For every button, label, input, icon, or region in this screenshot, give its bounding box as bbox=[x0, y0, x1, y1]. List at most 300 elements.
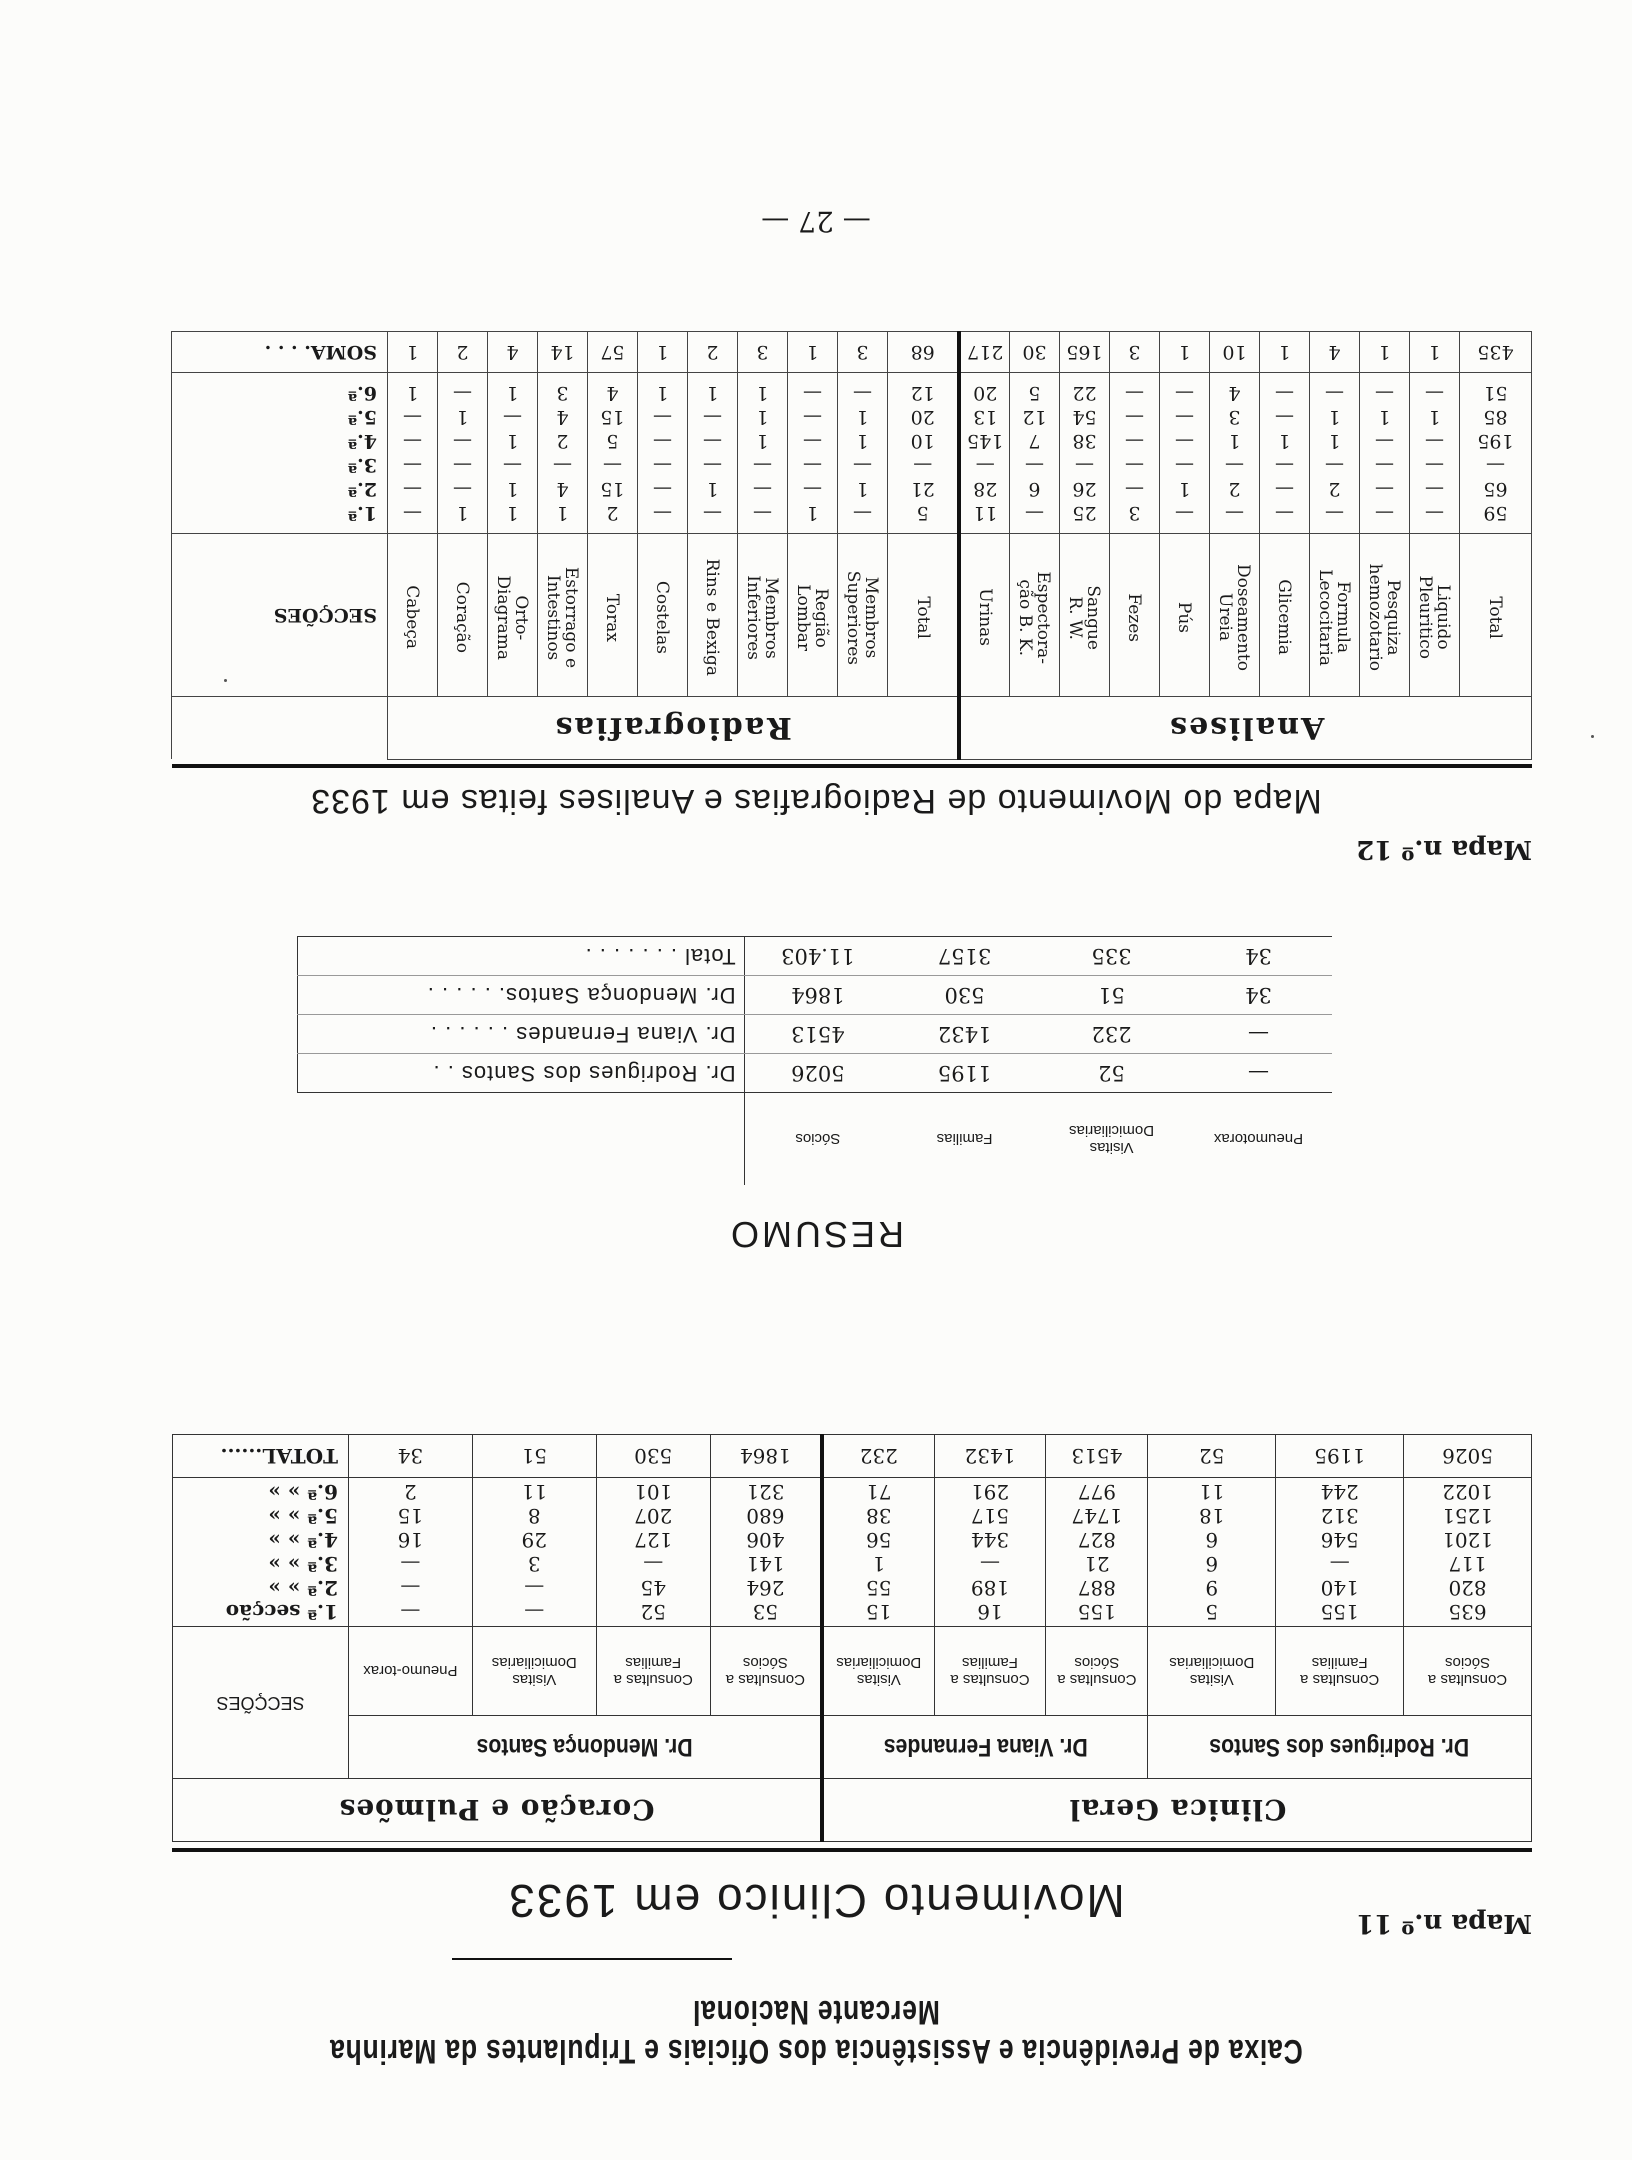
map12-section-label: 5.ª bbox=[347, 406, 377, 428]
group-clinica-geral: Clinica Geral bbox=[822, 1779, 1531, 1842]
map11-cell-value: 16 bbox=[977, 1600, 1003, 1624]
map12-cell-value: — bbox=[652, 478, 672, 500]
map12-column-values bbox=[1260, 373, 1310, 534]
map12-cell-value: — bbox=[1486, 454, 1505, 476]
map11-cell-value: 1251 bbox=[1442, 1504, 1494, 1528]
map12-cell-value: 1 bbox=[506, 502, 519, 524]
map11-total-value: 4513 bbox=[1046, 1435, 1148, 1478]
resumo-row bbox=[298, 976, 1333, 1015]
map11-section-label: 2.ª » » bbox=[268, 1576, 338, 1600]
map11-cell-value: 9 bbox=[1205, 1576, 1219, 1600]
map12-cell-value: — bbox=[752, 454, 772, 476]
map12-column-label: Orto- Diagrama bbox=[493, 575, 532, 660]
map11-cell-value: 820 bbox=[1448, 1576, 1487, 1600]
map12-cell-value: — bbox=[852, 454, 872, 476]
map12-cell-value: — bbox=[1425, 478, 1444, 500]
map11-cell-value: 155 bbox=[1077, 1600, 1116, 1624]
map12-column-values bbox=[537, 373, 587, 534]
resumo-doctor-name: Dr. Mendonça Santos. . . . . . bbox=[298, 976, 745, 1015]
map12-column-values bbox=[737, 373, 787, 534]
map12-cell-value: — bbox=[1325, 502, 1344, 524]
map11-total-value: 5026 bbox=[1404, 1435, 1532, 1478]
map11-cell-value: 344 bbox=[970, 1528, 1010, 1552]
col-rod-socios: Consultas a Sócios bbox=[1404, 1627, 1532, 1716]
resumo-doctor-name: Dr. Rodrigues dos Santos . . bbox=[298, 1054, 745, 1093]
map11-cell-value: 55 bbox=[866, 1576, 892, 1600]
map12-cell-value: 13 bbox=[973, 406, 998, 428]
resumo-header-socios: Sócios bbox=[744, 1093, 891, 1186]
map12-cell-value: — bbox=[452, 382, 472, 404]
map11-cell-value: 827 bbox=[1077, 1528, 1116, 1552]
map12-soma-value: 435 bbox=[1460, 332, 1532, 373]
title-rule bbox=[452, 1958, 732, 1960]
map12-cell-value: 15 bbox=[600, 478, 625, 500]
resumo-total-label: Total . . . . . . . bbox=[298, 937, 745, 976]
resumo-value: 34 bbox=[1185, 937, 1332, 976]
map11-cell-value: 52 bbox=[640, 1600, 666, 1624]
map12-cell-value: 28 bbox=[973, 478, 998, 500]
resumo-value: 335 bbox=[1038, 937, 1185, 976]
resumo-doctor-name: Dr. Viana Fernandes . . . . . . bbox=[298, 1015, 745, 1054]
map12-column-header bbox=[687, 534, 737, 697]
resumo-value: 3157 bbox=[891, 937, 1038, 976]
map11-cell-value: 887 bbox=[1077, 1576, 1116, 1600]
map11-total-value: 1432 bbox=[934, 1435, 1046, 1478]
map12-cell-value: — bbox=[702, 454, 722, 476]
map12-column-values bbox=[487, 373, 537, 534]
map12-soma-value: 14 bbox=[537, 332, 587, 373]
map12-soma-value: 165 bbox=[1060, 332, 1110, 373]
map11-total-row bbox=[173, 1435, 1532, 1478]
map12-header-row bbox=[171, 534, 1531, 697]
map12-cell-value: — bbox=[452, 454, 472, 476]
map12-cell-value: 65 bbox=[1483, 478, 1508, 500]
map12-cell-value: — bbox=[1425, 502, 1444, 524]
map11-section-label: 6.ª » » bbox=[268, 1480, 338, 1504]
map12-cell-value: 5 bbox=[916, 502, 929, 524]
map12-cell-value: — bbox=[402, 478, 422, 500]
map12-cell-value: 1 bbox=[1328, 430, 1341, 452]
map11-cell-value: 15 bbox=[397, 1504, 424, 1528]
map12-soma-value: 4 bbox=[487, 332, 537, 373]
map11-section-labels bbox=[173, 1478, 349, 1627]
map12-cell-value: 12 bbox=[910, 382, 935, 404]
map12-cell-value: — bbox=[913, 454, 933, 476]
map11-total-value: 232 bbox=[822, 1435, 934, 1478]
doctor-mendonca: Dr. Mendonça Santos bbox=[384, 1716, 787, 1779]
map11-cell-value: 5 bbox=[1205, 1600, 1219, 1624]
map11-group-row bbox=[173, 1779, 1532, 1842]
map12-column-values bbox=[959, 373, 1009, 534]
map12-column-label: Estorrago e Intestinos bbox=[543, 566, 582, 669]
map12-column-values bbox=[1460, 373, 1532, 534]
map12-cell-value: 6 bbox=[1028, 478, 1041, 500]
map12-cell-value: — bbox=[802, 430, 822, 452]
map12-cell-value: 4 bbox=[1228, 382, 1241, 404]
map12-cell-value: — bbox=[1275, 502, 1294, 524]
map11-cell-value: 127 bbox=[634, 1528, 673, 1552]
map11-cell-value: — bbox=[1329, 1552, 1350, 1576]
map12-cell-value: — bbox=[402, 406, 422, 428]
resumo-row bbox=[298, 1015, 1333, 1054]
map12-column-header bbox=[1210, 534, 1260, 697]
map12-cell-value: 15 bbox=[600, 406, 625, 428]
map11-cell-value: 291 bbox=[970, 1480, 1010, 1504]
map12-section-label: 6.ª bbox=[347, 382, 377, 404]
map12-column-label: Glicemia bbox=[1274, 579, 1295, 656]
map11-col-men-visitas bbox=[472, 1478, 596, 1627]
map12-cell-value: 5 bbox=[1028, 382, 1041, 404]
resumo-value: — bbox=[1185, 1054, 1332, 1093]
map12-cell-value: 10 bbox=[910, 430, 935, 452]
map12-column-label: Doseamento Ureia bbox=[1215, 564, 1254, 671]
map11-col-via-familias bbox=[934, 1478, 1046, 1627]
map12-column-label: Membros Inferiores bbox=[743, 575, 782, 660]
map12-column-label: Torax bbox=[602, 593, 623, 642]
map12-cell-value: 2 bbox=[1228, 478, 1241, 500]
map12-column-label: Fezes bbox=[1124, 593, 1145, 642]
map12-column-header bbox=[1310, 534, 1360, 697]
map12-column-values bbox=[387, 373, 437, 534]
map12-cell-value: — bbox=[1275, 406, 1294, 428]
map12-column-values bbox=[1210, 373, 1260, 534]
map11-doctor-row bbox=[173, 1716, 1532, 1779]
resumo-value: 52 bbox=[1038, 1054, 1185, 1093]
resumo-value: 34 bbox=[1185, 976, 1332, 1015]
map12-column-header bbox=[1110, 534, 1160, 697]
map12-cell-value: 1 bbox=[856, 430, 869, 452]
resumo-title: RESUMO bbox=[728, 1214, 905, 1255]
map12-group-blank bbox=[171, 697, 387, 760]
map12-cell-value: 5 bbox=[606, 430, 619, 452]
resumo-total-row bbox=[298, 937, 1333, 976]
col-via-socios: Consultas a Sócios bbox=[1046, 1627, 1148, 1716]
map12-cell-value: — bbox=[802, 454, 822, 476]
map11-total-value: 51 bbox=[472, 1435, 596, 1478]
map12-cell-value: 38 bbox=[1072, 430, 1097, 452]
map12-column-header bbox=[387, 534, 437, 697]
map12-cell-value: — bbox=[1125, 454, 1144, 476]
map12-cell-value: — bbox=[652, 502, 672, 524]
map11-cell-value: 15 bbox=[866, 1600, 892, 1624]
map11-col-men-familias bbox=[596, 1478, 710, 1627]
resumo-value: 1864 bbox=[744, 976, 891, 1015]
resumo-header-row bbox=[298, 1093, 1333, 1186]
map12-cell-value: 1 bbox=[1378, 406, 1391, 428]
map12-cell-value: — bbox=[1125, 478, 1144, 500]
map12-cell-value: 85 bbox=[1483, 406, 1508, 428]
map12-cell-value: — bbox=[852, 382, 872, 404]
map12-cell-value: 2 bbox=[1328, 478, 1341, 500]
map11-cell-value: 312 bbox=[1320, 1504, 1359, 1528]
map11-col-rod-visitas bbox=[1148, 1478, 1276, 1627]
resumo-header-familias: Familias bbox=[891, 1093, 1038, 1186]
map12-cell-value: 51 bbox=[1483, 382, 1508, 404]
map12-cell-value: 1 bbox=[656, 382, 669, 404]
map12-cell-value: — bbox=[1175, 430, 1194, 452]
map12-cell-value: 1 bbox=[456, 502, 469, 524]
map12-cell-value: 1 bbox=[706, 478, 719, 500]
map12-cell-value: — bbox=[602, 454, 622, 476]
map12-cell-value: — bbox=[402, 502, 422, 524]
map12-column-header bbox=[1460, 534, 1532, 697]
map12-column-label: Pesquiza hemozotario bbox=[1365, 563, 1404, 672]
map12-cell-value: — bbox=[1275, 454, 1294, 476]
map12-cell-value: 2 bbox=[556, 430, 569, 452]
map12-column-header bbox=[959, 534, 1009, 697]
map11-cell-value: 977 bbox=[1077, 1480, 1116, 1504]
map11-cell-value: 1022 bbox=[1442, 1480, 1494, 1504]
map12-cell-value: — bbox=[852, 502, 872, 524]
map12-cell-value: — bbox=[1125, 382, 1144, 404]
map12-column-header bbox=[887, 534, 959, 697]
map12-soma-row bbox=[171, 332, 1531, 373]
resumo-value: 11.403 bbox=[744, 937, 891, 976]
map11-cell-value: 264 bbox=[746, 1576, 785, 1600]
map12-cell-value: 1 bbox=[706, 382, 719, 404]
group-radiografias: Radiografias bbox=[387, 697, 959, 760]
map12-soma-label: SOMA. . . . bbox=[171, 332, 387, 373]
map11-cell-value: — bbox=[400, 1576, 421, 1600]
map12-column-label: Pús bbox=[1174, 601, 1195, 634]
map12-cell-value: 1 bbox=[1428, 406, 1441, 428]
map11-section-label: 4.ª » » bbox=[268, 1528, 338, 1552]
map12-cell-value: — bbox=[975, 454, 995, 476]
map11-cell-value: 56 bbox=[866, 1528, 892, 1552]
resumo-header-visitas: Visitas Domiciliarias bbox=[1038, 1093, 1185, 1186]
resumo-value: — bbox=[1185, 1015, 1332, 1054]
map11-cell-value: 16 bbox=[397, 1528, 424, 1552]
map12-cell-value: — bbox=[702, 502, 722, 524]
col-men-familias: Consultas a Familias bbox=[596, 1627, 710, 1716]
map12-column-header bbox=[837, 534, 887, 697]
map12-cell-value: — bbox=[702, 430, 722, 452]
resumo-value: 232 bbox=[1038, 1015, 1185, 1054]
map11-total-value: 52 bbox=[1148, 1435, 1276, 1478]
map12-cell-value: — bbox=[1375, 478, 1394, 500]
map12-soma-value: 2 bbox=[437, 332, 487, 373]
resumo-value: 51 bbox=[1038, 976, 1185, 1015]
col-rod-familias: Consultas a Familias bbox=[1276, 1627, 1404, 1716]
map12-soma-value: 30 bbox=[1010, 332, 1060, 373]
map12-cell-value: — bbox=[1175, 382, 1194, 404]
map11-cell-value: 635 bbox=[1448, 1600, 1487, 1624]
map12-column-values bbox=[1410, 373, 1460, 534]
map12-table bbox=[171, 331, 1532, 760]
map12-cell-value: 195 bbox=[1477, 430, 1514, 452]
map12-cell-value: — bbox=[752, 502, 772, 524]
map12-cell-value: 12 bbox=[1022, 406, 1047, 428]
map11-total-label: TOTAL...... bbox=[173, 1435, 349, 1478]
map12-soma-value: 1 bbox=[387, 332, 437, 373]
col-via-familias: Consultas a Familias bbox=[934, 1627, 1046, 1716]
map11-cell-value: 321 bbox=[746, 1480, 785, 1504]
map12-cell-value: 1 bbox=[756, 430, 769, 452]
map11-total-value: 530 bbox=[596, 1435, 710, 1478]
map12-cell-value: — bbox=[1375, 454, 1394, 476]
map11-section-label: 3.ª » » bbox=[268, 1552, 338, 1576]
map12-cell-value: 25 bbox=[1072, 502, 1097, 524]
map12-cell-value: 145 bbox=[967, 430, 1004, 452]
map12-section-labels bbox=[171, 373, 387, 534]
map12-soma-value: 1 bbox=[1260, 332, 1310, 373]
col-men-pneumotorax: Pneumo-torax bbox=[348, 1627, 472, 1716]
map12-cell-value: — bbox=[1275, 382, 1294, 404]
map11-cell-value: 244 bbox=[1320, 1480, 1359, 1504]
map12-cell-value: — bbox=[1075, 454, 1094, 476]
doctor-viana: Dr. Viana Fernandes bbox=[846, 1716, 1123, 1779]
resumo-header-blank bbox=[298, 1093, 745, 1186]
map12-cell-value: — bbox=[552, 454, 572, 476]
map12-cell-value: — bbox=[702, 406, 722, 428]
map12-column-values bbox=[1060, 373, 1110, 534]
map12-cell-value: 4 bbox=[556, 478, 569, 500]
map12-cell-value: — bbox=[502, 406, 522, 428]
map12-cell-value: 21 bbox=[910, 478, 935, 500]
map12-cell-value: — bbox=[802, 382, 822, 404]
map11-col-rod-socios bbox=[1404, 1478, 1532, 1627]
map12-soma-value: 217 bbox=[959, 332, 1009, 373]
map12-column-header bbox=[787, 534, 837, 697]
resumo-value: 1432 bbox=[891, 1015, 1038, 1054]
map12-column-values bbox=[787, 373, 837, 534]
map12-cell-value: — bbox=[1125, 406, 1144, 428]
map12-column-label: Total bbox=[912, 596, 933, 639]
map11-cell-value: 6 bbox=[1205, 1552, 1219, 1576]
map12-column-values bbox=[1360, 373, 1410, 534]
map11-section-label: 5.ª » » bbox=[268, 1504, 338, 1528]
map12-cell-value: — bbox=[452, 478, 472, 500]
map12-column-label: Coração bbox=[452, 581, 473, 654]
map12-cell-value: — bbox=[1275, 478, 1294, 500]
map11-table bbox=[172, 1434, 1532, 1842]
map12-cell-value: — bbox=[1175, 406, 1194, 428]
map12-column-values bbox=[1160, 373, 1210, 534]
sections-header: SECÇÕES bbox=[173, 1627, 349, 1779]
map12-cell-value: 1 bbox=[506, 478, 519, 500]
map12-column-values bbox=[587, 373, 637, 534]
map11-cell-value: 406 bbox=[746, 1528, 785, 1552]
map11-cell-value: 29 bbox=[521, 1528, 548, 1552]
resumo-table bbox=[297, 936, 1332, 1185]
map12-cell-value: — bbox=[802, 478, 822, 500]
map12-cell-value: — bbox=[1025, 502, 1044, 524]
map12-section-label: 1.ª bbox=[347, 502, 377, 524]
map12-cell-value: 20 bbox=[973, 382, 998, 404]
map12-cell-value: — bbox=[1225, 454, 1244, 476]
map11-cell-value: 2 bbox=[404, 1480, 417, 1504]
map12-column-label: Total bbox=[1485, 596, 1506, 639]
map11-cell-value: 207 bbox=[634, 1504, 673, 1528]
map12-cell-value: 3 bbox=[1228, 406, 1241, 428]
map11-cell-value: 1747 bbox=[1071, 1504, 1123, 1528]
map12-cell-value: 1 bbox=[456, 406, 469, 428]
map12-cell-value: 1 bbox=[756, 382, 769, 404]
map12-cell-value: 1 bbox=[1178, 478, 1191, 500]
map12-cell-value: 7 bbox=[1028, 430, 1041, 452]
col-via-visitas: Visitas Domiciliarias bbox=[822, 1627, 934, 1716]
map12-column-header bbox=[1010, 534, 1060, 697]
map12-cell-value: — bbox=[802, 406, 822, 428]
map11-cell-value: 517 bbox=[970, 1504, 1010, 1528]
map12-column-label: Formula Lecocitaria bbox=[1315, 569, 1354, 666]
map11-cell-value: 6 bbox=[1205, 1528, 1219, 1552]
map12-column-values bbox=[1110, 373, 1160, 534]
map12-soma-value: 1 bbox=[1160, 332, 1210, 373]
map12-column-values bbox=[687, 373, 737, 534]
map12-column-header bbox=[537, 534, 587, 697]
map12-column-values bbox=[837, 373, 887, 534]
map11-col-rod-familias bbox=[1276, 1478, 1404, 1627]
map11-cell-value: 71 bbox=[866, 1480, 892, 1504]
map12-cell-value: — bbox=[1375, 382, 1394, 404]
map12-soma-value: 4 bbox=[1310, 332, 1360, 373]
scan-speck bbox=[224, 679, 227, 682]
map12-cell-value: — bbox=[502, 454, 522, 476]
map12-column-header bbox=[1260, 534, 1310, 697]
map11-cell-value: — bbox=[400, 1600, 421, 1624]
map12-column-label: Liquido Pleuritico bbox=[1415, 575, 1454, 660]
col-men-visitas: Visitas Domiciliarias bbox=[472, 1627, 596, 1716]
map12-soma-value: 2 bbox=[687, 332, 737, 373]
map11-total-value: 34 bbox=[348, 1435, 472, 1478]
map12-section-label: 3.ª bbox=[347, 454, 377, 476]
map12-column-header bbox=[437, 534, 487, 697]
map12-section-label: 2.ª bbox=[347, 478, 377, 500]
map12-soma-value: 1 bbox=[1410, 332, 1460, 373]
map12-cell-value: — bbox=[652, 406, 672, 428]
map12-column-header bbox=[487, 534, 537, 697]
map12-cell-value: — bbox=[1225, 502, 1244, 524]
map11-cell-value: — bbox=[524, 1576, 545, 1600]
map12-data-row bbox=[171, 373, 1531, 534]
resumo-row bbox=[298, 1054, 1333, 1093]
map11-cell-value: 155 bbox=[1320, 1600, 1359, 1624]
map11-cell-value: — bbox=[524, 1600, 545, 1624]
map12-sections-header: SECÇÕES bbox=[171, 534, 387, 697]
map12-soma-value: 68 bbox=[887, 332, 959, 373]
map12-cell-value: 1 bbox=[856, 406, 869, 428]
map12-cell-value: — bbox=[1125, 430, 1144, 452]
map12-soma-value: 3 bbox=[1110, 332, 1160, 373]
map12-column-header bbox=[737, 534, 787, 697]
map11-cell-value: 45 bbox=[640, 1576, 666, 1600]
map12-soma-value: 10 bbox=[1210, 332, 1260, 373]
map11-col-via-socios bbox=[1046, 1478, 1148, 1627]
map11-section-label: 1.ª secção bbox=[225, 1600, 338, 1624]
map11-cell-value: 21 bbox=[1084, 1552, 1110, 1576]
map11-data-row bbox=[173, 1478, 1532, 1627]
map11-cell-value: 141 bbox=[746, 1552, 785, 1576]
map11-cell-value: 1201 bbox=[1442, 1528, 1494, 1552]
map12-column-header bbox=[637, 534, 687, 697]
map12-group-row bbox=[171, 697, 1531, 760]
map11-top-rule bbox=[172, 1848, 1532, 1852]
doctor-rodrigues: Dr. Rodrigues dos Santos bbox=[1177, 1716, 1503, 1779]
resumo-value: 1195 bbox=[891, 1054, 1038, 1093]
map12-soma-value: 3 bbox=[737, 332, 787, 373]
map12-column-label: Urinas bbox=[975, 588, 996, 647]
scan-speck bbox=[1591, 735, 1594, 738]
map12-cell-value: 2 bbox=[606, 502, 619, 524]
map12-cell-value: — bbox=[402, 430, 422, 452]
map12-column-header bbox=[1360, 534, 1410, 697]
map12-soma-value: 1 bbox=[1360, 332, 1410, 373]
map12-cell-value: 3 bbox=[1128, 502, 1141, 524]
map11-total-value: 1864 bbox=[710, 1435, 822, 1478]
map12-column-header bbox=[1160, 534, 1210, 697]
map12-section-label: 4.ª bbox=[347, 430, 377, 452]
